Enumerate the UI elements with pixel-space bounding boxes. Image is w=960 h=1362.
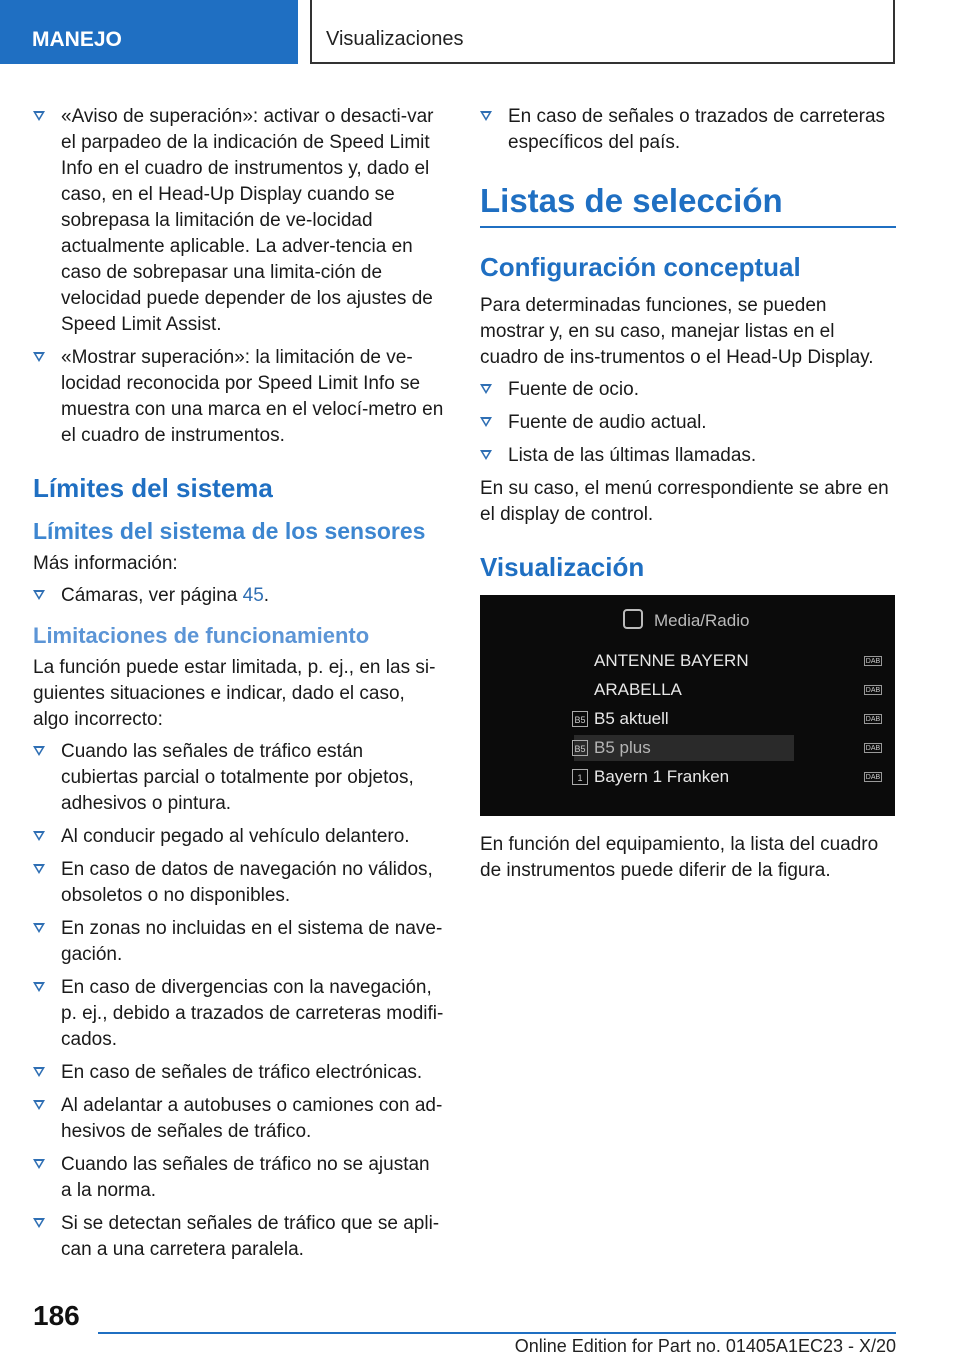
triangle-bullet-icon [33, 864, 45, 874]
heading-selection-lists: Listas de selección [480, 182, 896, 228]
menu-text: En su caso, el menú correspondiente se abre en el display de control. [480, 478, 889, 525]
heading-visualization: Visualización [480, 552, 645, 582]
triangle-bullet-icon [480, 450, 492, 460]
page-number: 186 [33, 1300, 80, 1331]
list-item: Cuando las señales de tráfico no se ajustan a la norma. [33, 1152, 445, 1204]
screen-title: Media/Radio [654, 611, 750, 630]
dab-icon: DAB [865, 716, 881, 723]
heading-concept: Configuración conceptual [480, 252, 801, 282]
settings-list [33, 104, 445, 449]
section-label: MANEJO [32, 28, 122, 51]
triangle-bullet-icon [480, 417, 492, 427]
dab-icon: DAB [865, 774, 881, 781]
concept-text: Para determinadas funciones, se pueden mostrar y, en su caso, manejar listas en el cuadro de ins‐trumentos o el Head-Up Display. [480, 295, 874, 368]
station-item: B5 B5 aktuell DAB [574, 706, 794, 732]
triangle-bullet-icon [33, 1067, 45, 1077]
list-item: En zonas no incluidas en el sistema de nave‐gación. [33, 916, 445, 968]
triangle-bullet-icon [33, 1159, 45, 1169]
triangle-bullet-icon [33, 831, 45, 841]
dab-icon: DAB [865, 745, 881, 752]
page-title: Visualizaciones [326, 28, 464, 50]
triangle-bullet-icon [33, 590, 45, 600]
footer-divider [98, 1332, 896, 1334]
triangle-bullet-icon [33, 1100, 45, 1110]
function-intro: La función puede estar limitada, p. ej., en las si‐guientes situaciones e indicar, dado el caso, algo incorrecto: [33, 657, 436, 730]
triangle-bullet-icon [33, 982, 45, 992]
list-item: Fuente de ocio. [480, 377, 896, 403]
triangle-bullet-icon [33, 352, 45, 362]
instrument-screen-figure [480, 595, 895, 816]
dab-icon: DAB [865, 658, 881, 665]
dab-icon: DAB [865, 687, 881, 694]
triangle-bullet-icon [33, 111, 45, 121]
header-title-box [310, 0, 895, 64]
station-item: ARABELLA DAB [594, 680, 881, 699]
list-item: «Mostrar superación»: la limitación de ve‐locidad reconocida por Speed Limit Info se muestra con una marca en el velocí‐metro en el cuadro de instrumentos. [33, 345, 445, 449]
more-info-text: Más información: [33, 553, 178, 574]
station-logo-icon: B5 [572, 740, 588, 756]
list-item: En caso de señales de tráfico electrónicas. [33, 1060, 445, 1086]
footer-edition: Online Edition for Part no. 01405A1EC23 - X/20 [514, 1336, 896, 1356]
list-item: Al conducir pegado al vehículo delantero. [33, 824, 445, 850]
list-item: «Aviso de superación»: activar o desacti‐var el parpadeo de la indicación de Speed Limit Info en el cuadro de instrumentos y, dado el caso, en el Head-Up Display cuando se sobrepasa la limitación de ve‐locidad actualmente aplicable. La adver‐tencia en caso de sobrepasar una limita‐ción de velocidad puede depender de los ajustes de Speed Limit Assist. [33, 104, 445, 338]
list-item: Cuando las señales de tráfico están cubiertas parcial o totalmente por objetos, adhesivos o pintura. [33, 739, 445, 817]
triangle-bullet-icon [480, 384, 492, 394]
list-item: En caso de señales o trazados de carreteras específicos del país. [480, 104, 896, 156]
station-logo-icon: 1 [572, 769, 588, 785]
heading-function-limits: Limitaciones de funcionamiento [33, 623, 370, 648]
station-logo-icon: B5 [572, 711, 588, 727]
section-tab [0, 0, 298, 64]
figure-caption: En función del equipamiento, la lista del cuadro de instrumentos puede diferir de la figura. [480, 834, 879, 881]
station-item: 1 Bayern 1 Franken DAB [574, 764, 794, 790]
media-radio-icon [623, 609, 643, 629]
concept-list [480, 377, 896, 469]
heading-system-limits: Límites del sistema [33, 473, 273, 503]
triangle-bullet-icon [33, 923, 45, 933]
list-item: Al adelantar a autobuses o camiones con ad‐hesivos de señales de tráfico. [33, 1093, 445, 1145]
cameras-list [33, 583, 445, 609]
list-item: Lista de las últimas llamadas. [480, 443, 896, 469]
triangle-bullet-icon [33, 1218, 45, 1228]
heading-sensor-limits: Límites del sistema de los sensores [33, 518, 426, 544]
list-item: En caso de datos de navegación no válidos, obsoletos o no disponibles. [33, 857, 445, 909]
function-limits-list [33, 739, 445, 1263]
triangle-bullet-icon [480, 111, 492, 121]
country-list [480, 104, 896, 156]
station-item: B5 B5 plus DAB [574, 735, 794, 761]
left-column [33, 104, 445, 1270]
triangle-bullet-icon [33, 746, 45, 756]
page-link[interactable]: 45 [242, 585, 264, 606]
list-item: Fuente de audio actual. [480, 410, 896, 436]
right-column [480, 104, 896, 890]
station-item: ANTENNE BAYERN DAB [594, 651, 881, 670]
list-item: Cámaras, ver página 45. [33, 583, 445, 609]
list-item: En caso de divergencias con la navegación, p. ej., debido a trazados de carreteras modifi‐cados. [33, 975, 445, 1053]
list-item: Si se detectan señales de tráfico que se apli‐can a una carretera paralela. [33, 1211, 445, 1263]
